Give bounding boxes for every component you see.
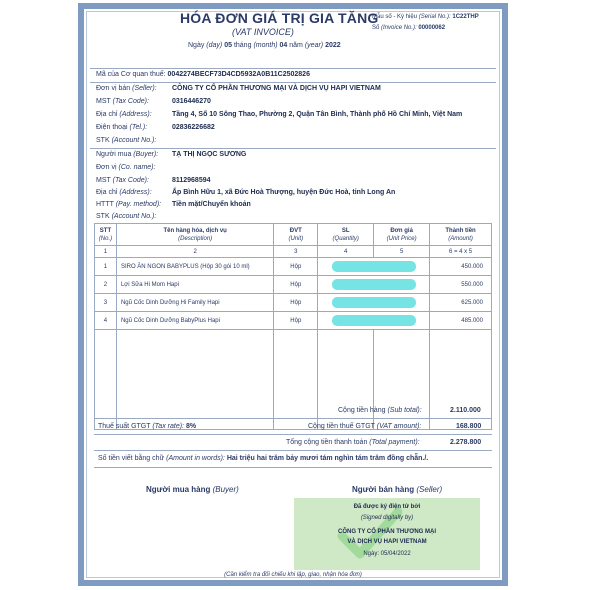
buyer-account: STK (Account No.): xyxy=(96,213,157,220)
serial-value: 1C22THP xyxy=(452,14,479,20)
col-header-unit: ĐVT (Unit) xyxy=(274,224,318,246)
seller-signature-label: Người bán hàng (Seller) xyxy=(352,485,443,494)
table-row: 1 SIRO ĂN NGON BABYPLUS (Hộp 30 gói 10 ml) Hộp 450.000 xyxy=(95,258,492,276)
subtotal-label: Cộng tiền hàng (Sub total): xyxy=(338,407,422,414)
seller-address: Địa chỉ (Address): Tầng 4, Số 10 Sông Thao, Phường 2, Quận Tân Bình, Thành phố Hồ Chí Minh, Việt Nam xyxy=(96,111,463,118)
divider xyxy=(94,467,492,468)
col-header-no: STT (No.) xyxy=(95,224,117,246)
redaction-mask xyxy=(332,315,416,326)
buyer-company: Đơn vị (Co. name): xyxy=(96,164,156,171)
col-header-unit-price: Đơn giá (Unit Price) xyxy=(374,224,430,246)
invoice-subtitle: (VAT INVOICE) xyxy=(232,27,294,37)
buyer-name: Người mua (Buyer): TẠ THỊ NGỌC SƯƠNG xyxy=(96,151,247,158)
amount-in-words: Số tiền viết bằng chữ (Amount in words): Hai triệu hai trăm bảy mươi tám nghìn tám trăm đồng chẵn./. xyxy=(98,455,429,462)
signer-name-line2: VÀ DỊCH VỤ HAPI VIETNAM xyxy=(347,539,427,545)
digital-signature-box xyxy=(294,498,480,570)
vat-amount-value: 168.800 xyxy=(456,423,482,430)
date-day: 05 xyxy=(224,42,232,49)
table-header-row xyxy=(95,224,492,246)
invoice-date: Ngày (day) 05 tháng (month) 04 năm (year) 2022 xyxy=(188,42,341,49)
footer-note: (Cần kiểm tra đối chiếu khi lập, giao, nhận hóa đơn) xyxy=(224,572,362,578)
date-month: 04 xyxy=(279,42,288,49)
buyer-payment-method: HTTT (Pay. method): Tiền mặt/Chuyển khoản xyxy=(96,201,251,208)
table-row: 4 Ngũ Cốc Dinh Dưỡng BabyPlus Hapi Hộp 485.000 xyxy=(95,312,492,330)
col-header-description: Tên hàng hóa, dịch vụ (Description) xyxy=(116,224,273,246)
table-index-row: 1 2 3 4 5 6 = 4 x 5 xyxy=(95,246,492,258)
col-header-amount: Thành tiền (Amount) xyxy=(430,224,492,246)
seller-tax-code: MST (Tax Code): 0316446270 xyxy=(96,98,211,105)
buyer-address: Địa chỉ (Address): Ấp Bình Hữu 1, xã Đức Hoà Thượng, huyện Đức Hoà, tỉnh Long An xyxy=(96,189,396,196)
signature-date: Ngày: 05/04/2022 xyxy=(363,551,411,557)
total-value: 2.278.800 xyxy=(450,439,482,446)
redaction-mask xyxy=(332,297,416,308)
tax-authority-code: Mã của Cơ quan thuế: 0042274BECF73D4CD5932A0B11C2502826 xyxy=(96,71,310,78)
invoice-number: 00000062 xyxy=(418,25,446,31)
table-row: 2 Lợi Sữa Hi Mom Hapi Hộp 550.000 xyxy=(95,276,492,294)
date-year: 2022 xyxy=(325,42,341,49)
divider xyxy=(90,82,496,83)
invoice-document xyxy=(90,10,496,581)
redaction-mask xyxy=(332,261,416,272)
vat-rate: Thuế suất GTGT (Tax rate): 8% xyxy=(98,423,197,430)
seller-account: STK (Account No.): xyxy=(96,137,157,144)
vat-amount-label: Cộng tiền thuế GTGT (VAT amount): xyxy=(308,423,422,430)
total-label: Tổng cộng tiền thanh toán (Total payment): xyxy=(286,439,420,446)
invoice-title: HÓA ĐƠN GIÁ TRỊ GIA TĂNG xyxy=(180,10,379,26)
items-table xyxy=(94,223,492,430)
subtotal-value: 2.110.000 xyxy=(450,407,481,414)
divider xyxy=(90,148,496,149)
divider xyxy=(90,68,496,69)
redaction-mask xyxy=(332,279,416,290)
seller-phone: Điện thoại (Tel.): 02836226682 xyxy=(96,124,215,131)
buyer-tax-code: MST (Tax Code): 8112968594 xyxy=(96,177,211,184)
divider xyxy=(94,418,492,419)
signer-name-line1: CÔNG TY CỔ PHẦN THƯƠNG MẠI xyxy=(338,529,436,535)
divider xyxy=(94,434,492,435)
buyer-signature-label: Người mua hàng (Buyer) xyxy=(146,485,239,494)
col-header-quantity: SL (Quantity) xyxy=(318,224,374,246)
table-row: 3 Ngũ Cốc Dinh Dưỡng Hi Family Hapi Hộp 625.000 xyxy=(95,294,492,312)
seller-name: Đơn vị bán (Seller): CÔNG TY CỔ PHẦN THƯƠNG MẠI VÀ DỊCH VỤ HAPI VIETNAM xyxy=(96,85,381,92)
invoice-header xyxy=(90,10,496,66)
table-empty-space xyxy=(95,330,492,430)
signed-by-label: Đã được ký điện tử bởi xyxy=(353,504,421,510)
invoice-serial-block: Mẫu số - Ký hiệu (Serial No.): 1C22THP Số (Invoice No.): 00000062 xyxy=(372,14,479,31)
divider xyxy=(94,450,492,451)
signed-by-label-en: (Signed digitally by) xyxy=(360,515,414,521)
